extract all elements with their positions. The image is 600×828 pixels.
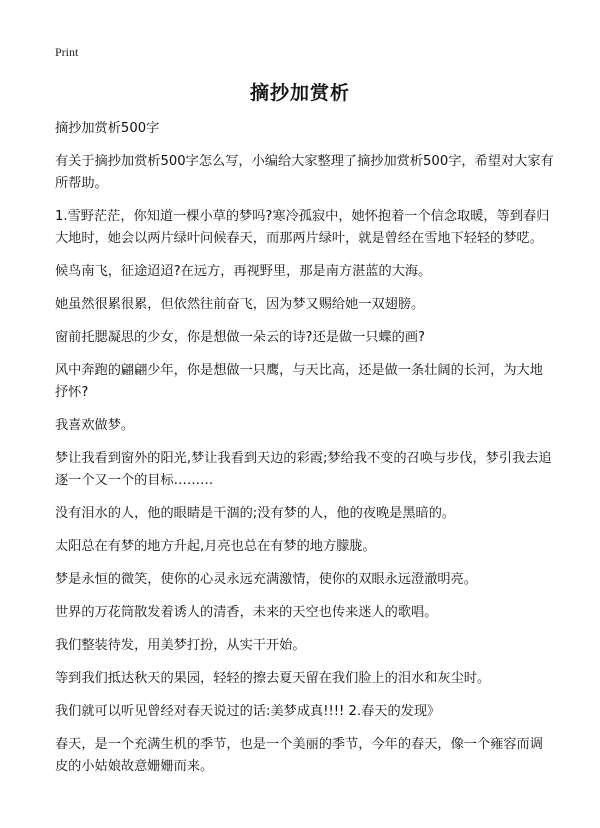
body-paragraph: 等到我们抵达秋天的果园，轻轻的擦去夏天留在我们脸上的泪水和灰尘时。 — [55, 671, 491, 686]
subtitle-paragraph: 摘抄加赏析500字 — [55, 121, 160, 136]
body-paragraph: 梦让我看到窗外的阳光,梦让我看到天边的彩霞;梦给我不变的召唤与步伐，梦引我去追逐一个又一个的目标……… — [55, 451, 552, 488]
body-paragraph: 我们就可以听见曾经对春天说过的话:美梦成真!!!! 2.春天的发现》 — [55, 704, 441, 719]
body-paragraph: 太阳总在有梦的地方升起,月亮也总在有梦的地方朦胧。 — [55, 539, 376, 554]
body-paragraph: 1.雪野茫茫，你知道一棵小草的梦吗?寒冷孤寂中，她怀抱着一个信念取暖，等到春归大地时，她会以两片绿叶问候春天，而那两片绿叶，就是曾经在雪地下轻轻的梦呓。 — [55, 209, 550, 246]
body-paragraph: 春天，是一个充满生机的季节，也是一个美丽的季节，今年的春天，像一个雍容而调皮的小姑娘故意姗姗而来。 — [55, 737, 543, 774]
body-paragraph: 没有泪水的人，他的眼睛是干涸的;没有梦的人，他的夜晚是黑暗的。 — [55, 506, 456, 521]
body-paragraph: 窗前托腮凝思的少女，你是想做一朵云的诗?还是做一只蝶的画? — [55, 330, 426, 345]
article-body — [55, 118, 555, 789]
body-paragraph: 梦是永恒的微笑，使你的心灵永远充满激情，使你的双眼永远澄澈明亮。 — [55, 572, 477, 587]
intro-paragraph: 有关于摘抄加赏析500字怎么写，小编给大家整理了摘抄加赏析500字，希望对大家有所帮助。 — [55, 154, 554, 191]
print-link[interactable]: Print — [55, 45, 79, 59]
body-paragraph: 她虽然很累很累，但依然往前奋飞，因为梦又赐给她一双翅膀。 — [55, 297, 425, 312]
body-paragraph: 世界的万花筒散发着诱人的清香，未来的天空也传来迷人的歌唱。 — [55, 605, 438, 620]
page-title: 摘抄加赏析 — [249, 82, 350, 104]
body-paragraph: 我喜欢做梦。 — [55, 418, 135, 433]
body-paragraph: 我们整装待发，用美梦打扮，从实干开始。 — [55, 638, 306, 653]
body-paragraph: 风中奔跑的翩翩少年，你是想做一只鹰，与天比高，还是做一条壮阔的长河，为大地抒怀? — [55, 363, 543, 400]
body-paragraph: 候鸟南飞，征途迢迢?在远方，再视野里，那是南方湛蓝的大海。 — [55, 264, 432, 279]
